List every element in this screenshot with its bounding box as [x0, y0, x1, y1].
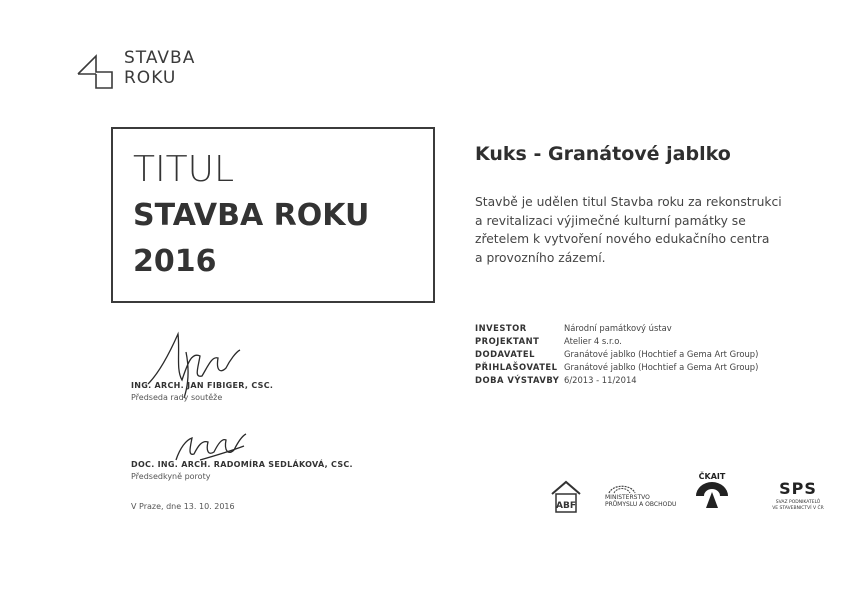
sps-line-2: VE STAVEBNICTVÍ V ČR — [772, 506, 824, 511]
detail-label: PŘIHLAŠOVATEL — [475, 362, 558, 372]
ministry-line-2: PRŮMYSLU A OBCHODU — [605, 501, 677, 508]
project-details — [475, 322, 758, 387]
signature-block-1 — [131, 381, 273, 402]
title-line-2: STAVBA ROKU — [133, 198, 370, 233]
detail-label: DODAVATEL — [475, 349, 535, 359]
detail-label: PROJEKTANT — [475, 336, 540, 346]
detail-label: INVESTOR — [475, 323, 527, 333]
title-line-1: TITUL — [133, 149, 235, 190]
logo-line-2: ROKU — [124, 68, 177, 88]
logo-line-1: STAVBA — [124, 48, 196, 68]
sps-line-1: SVAZ PODNIKATELŮ — [775, 500, 821, 505]
ministry-logo — [605, 480, 685, 508]
signatory-role: Předsedkyně poroty — [131, 472, 211, 481]
description-line: a revitalizaci výjimečné kulturní památky se — [475, 213, 746, 228]
ckait-label: ČKAIT — [698, 472, 726, 481]
signatory-role: Předseda rady soutěže — [131, 393, 223, 402]
detail-value: Granátové jablko (Hochtief a Gema Art Group) — [564, 349, 759, 359]
description-line: a provozního zázemí. — [475, 250, 606, 265]
signatory-name: DOC. ING. ARCH. RADOMÍRA SEDLÁKOVÁ, CSC. — [131, 460, 353, 469]
abf-label: ABF — [556, 501, 576, 511]
ministry-line-1: MINISTERSTVO — [605, 494, 650, 501]
title-year: 2016 — [133, 244, 217, 279]
ministry-emblem-icon — [607, 480, 637, 494]
detail-label: DOBA VÝSTAVBY — [475, 375, 560, 385]
sps-logo — [768, 481, 828, 512]
logo-text — [124, 48, 195, 88]
detail-row — [475, 348, 758, 361]
description-line: Stavbě je udělen titul Stavba roku za rekonstrukci — [475, 195, 782, 209]
detail-row — [475, 361, 758, 374]
detail-value: Atelier 4 s.r.o. — [564, 336, 622, 346]
issue-date: V Praze, dne 13. 10. 2016 — [131, 502, 235, 511]
detail-value: Národní památkový ústav — [564, 323, 672, 333]
stavba-roku-logo — [76, 48, 206, 98]
detail-row — [475, 322, 758, 335]
signatory-name: ING. ARCH. JAN FIBIGER, CSC. — [131, 381, 274, 390]
signature-block-2 — [131, 460, 353, 481]
house-logo-icon — [76, 52, 116, 94]
abf-logo — [548, 478, 584, 514]
detail-row — [475, 374, 758, 387]
sps-label: SPS — [779, 479, 817, 498]
detail-value: 6/2013 - 11/2014 — [564, 375, 637, 385]
award-title-box — [111, 127, 435, 303]
description-line: zřetelem k vytvoření nového edukačního centra — [475, 232, 770, 246]
ckait-logo — [690, 470, 734, 512]
detail-value: Granátové jablko (Hochtief a Gema Art Group) — [564, 362, 759, 372]
project-name: Kuks - Granátové jablko — [475, 143, 731, 165]
award-description — [475, 193, 795, 267]
detail-row — [475, 335, 758, 348]
